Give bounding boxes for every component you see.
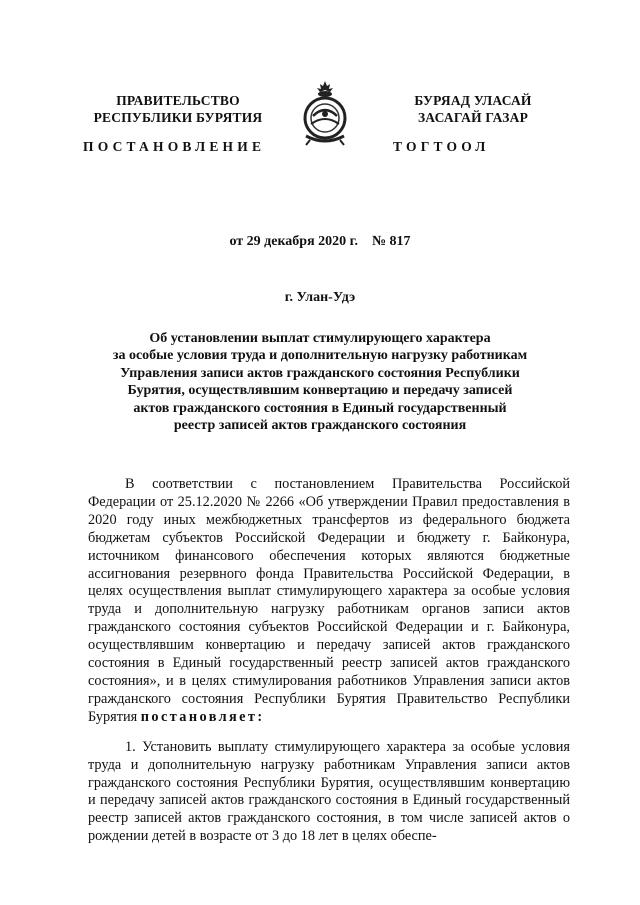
document-type-buryat: ТОГТООЛ (393, 139, 490, 154)
title-line: Об установлении выплат стимулирующего характера (149, 331, 491, 346)
title-line: Управления записи актов гражданского состояния Республики (120, 365, 520, 381)
document-date-number (0, 234, 640, 250)
issuer-name-russian (78, 92, 278, 126)
document-body (88, 476, 570, 846)
title-line: Бурятия, осуществлявшим конвертацию и передачу записей (127, 383, 513, 399)
document-type-russian: ПОСТАНОВЛЕНИЕ (83, 139, 266, 154)
document-number: № 817 (371, 234, 411, 249)
decree-word: постановляет: (140, 708, 265, 725)
title-line: за особые условия труда и дополнительную нагрузку работникам (112, 348, 528, 364)
document-date: от 29 декабря 2020 г. (229, 234, 358, 249)
title-line: актов гражданского состояния в Единый государственный (133, 400, 507, 416)
issuer-buryat-line-2: ЗАСАГАЙ ГАЗАР (417, 110, 529, 125)
issuer-line-2: РЕСПУБЛИКИ БУРЯТИЯ (93, 110, 263, 125)
preamble-text: В соответствии с постановлением Правительства Российской Федерации от 25.12.2020 № 2266 «Об утверждении Правил предоставления в 2020 году иных межбюджетных трансфертов из федерального бюджета бюджетам субъектов Российской Федерации и бюджету г. Байконура, источником финансового обеспечения которых являются бюджетные ассигнования резервного фонда Правительства Российской Федерации, в целях осуществления выплат стимулирующего характера за особые условия труда и дополнительную нагрузку работникам органов записи актов гражданского состояния субъектов Российской Федерации и г. Байконура, осуществлявшим конвертацию и передачу записей актов гражданского состояния в Единый государственный реестр записей актов гражданского состояния», и в целях стимулирования работников Управления записи актов гражданского состояния Республики Бурятия Правительство Республики Бурятия (88, 476, 570, 725)
document-city: г. Улан-Удэ (284, 290, 356, 305)
buryatia-coat-of-arms-icon (298, 78, 352, 148)
title-line: реестр записей актов гражданского состояния (173, 418, 467, 434)
issuer-line-1: ПРАВИТЕЛЬСТВО (116, 93, 240, 108)
clause-1-paragraph: 1. Установить выплату стимулирующего характера за особые условия труда и дополнительную нагрузку работникам Управления записи актов гражданского состояния Республики Бурятия, осуществлявшим конвертацию и передачу записей актов гражданского состояния в Единый государственный реестр записей актов гражданского состояния, в том числе записей актов о рождении детей в возрасте от 3 до 18 лет в целях обеспе- (88, 738, 570, 845)
preamble-paragraph (88, 476, 570, 727)
issuer-name-buryat (378, 92, 568, 126)
document-title (80, 330, 560, 434)
issuer-buryat-line-1: БУРЯАД УЛАСАЙ (414, 93, 532, 108)
